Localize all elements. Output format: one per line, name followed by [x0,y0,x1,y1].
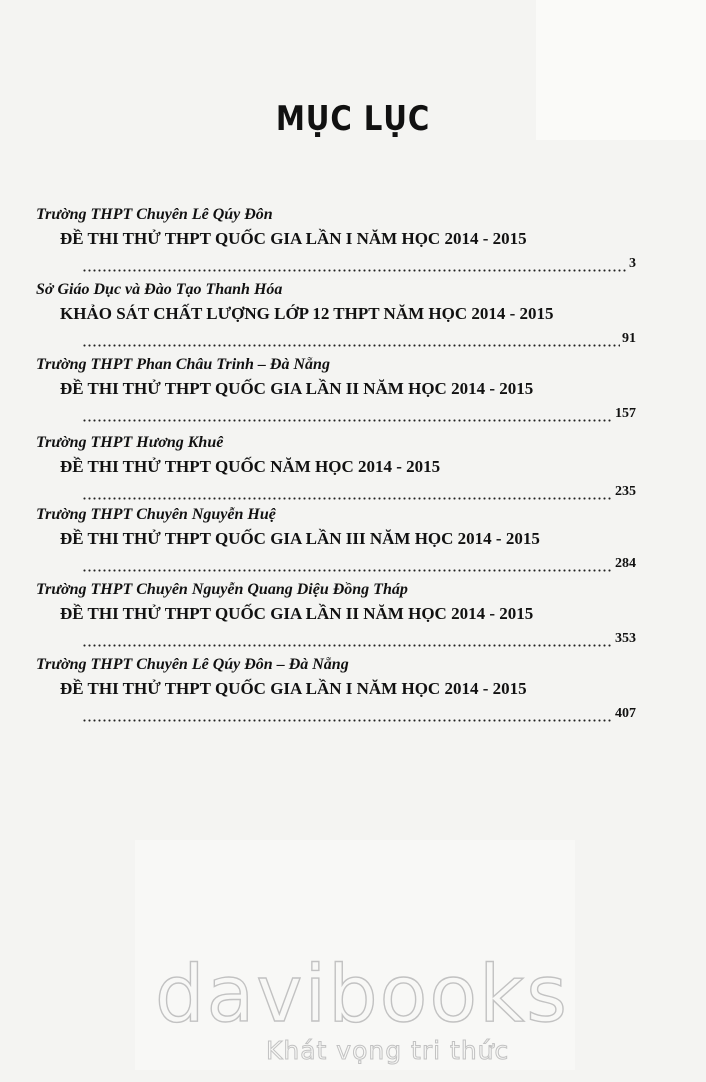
table-of-contents [36,205,636,730]
toc-page-number: 407 [615,706,636,721]
dot-leader [82,563,613,573]
toc-page-number: 3 [629,256,636,271]
toc-leader [82,705,636,723]
toc-exam-title: ĐỀ THI THỬ THPT QUỐC GIA LẦN II NĂM HỌC 2014 - 2015 [60,379,534,398]
dot-leader [82,638,613,648]
dot-leader [82,338,620,348]
toc-leader [82,405,636,423]
toc-leader [82,630,636,648]
toc-page-number: 157 [615,406,636,421]
toc-entry[interactable] [36,280,636,355]
watermark-logo: davibooks [155,950,569,1040]
toc-leader [82,330,636,348]
toc-leader [82,483,636,501]
toc-entry[interactable] [36,205,636,280]
toc-entry[interactable] [36,433,636,505]
toc-exam-title: ĐỀ THI THỬ THPT QUỐC GIA LẦN II NĂM HỌC 2014 - 2015 [60,604,534,623]
toc-entry[interactable] [36,355,636,433]
toc-school: Sở Giáo Dục và Đào Tạo Thanh Hóa [36,281,283,298]
toc-page-number: 235 [615,484,636,499]
toc-leader [82,555,636,573]
toc-page-number: 353 [615,631,636,646]
toc-school: Trường THPT Hương Khuê [36,434,224,451]
toc-exam-title: ĐỀ THI THỬ THPT QUỐC GIA LẦN III NĂM HỌC 2014 - 2015 [60,529,540,548]
toc-exam-title: ĐỀ THI THỬ THPT QUỐC GIA LẦN I NĂM HỌC 2014 - 2015 [60,229,527,248]
toc-exam-title: ĐỀ THI THỬ THPT QUỐC GIA LẦN I NĂM HỌC 2014 - 2015 [60,679,527,698]
toc-entry[interactable] [36,655,636,730]
toc-school: Trường THPT Chuyên Lê Qúy Đôn [36,206,273,223]
dot-leader [82,413,613,423]
dot-leader [82,491,613,501]
toc-entry[interactable] [36,505,636,580]
watermark-slogan: Khát vọng tri thức [266,1036,510,1065]
toc-school: Trường THPT Phan Châu Trinh – Đà Nẵng [36,356,330,373]
toc-page-number: 91 [622,331,636,346]
dot-leader [82,263,627,273]
toc-school: Trường THPT Chuyên Lê Qúy Đôn – Đà Nẵng [36,656,349,673]
toc-school: Trường THPT Chuyên Nguyễn Quang Diệu Đồng Tháp [36,581,408,598]
toc-entry[interactable] [36,580,636,655]
toc-exam-title: KHẢO SÁT CHẤT LƯỢNG LỚP 12 THPT NĂM HỌC 2014 - 2015 [60,304,554,323]
dot-leader [82,713,613,723]
toc-school: Trường THPT Chuyên Nguyễn Huệ [36,506,276,523]
toc-leader [82,255,636,273]
toc-exam-title: ĐỀ THI THỬ THPT QUỐC NĂM HỌC 2014 - 2015 [60,457,441,476]
toc-page-number: 284 [615,556,636,571]
page-title: MỤC LỤC [275,98,431,139]
